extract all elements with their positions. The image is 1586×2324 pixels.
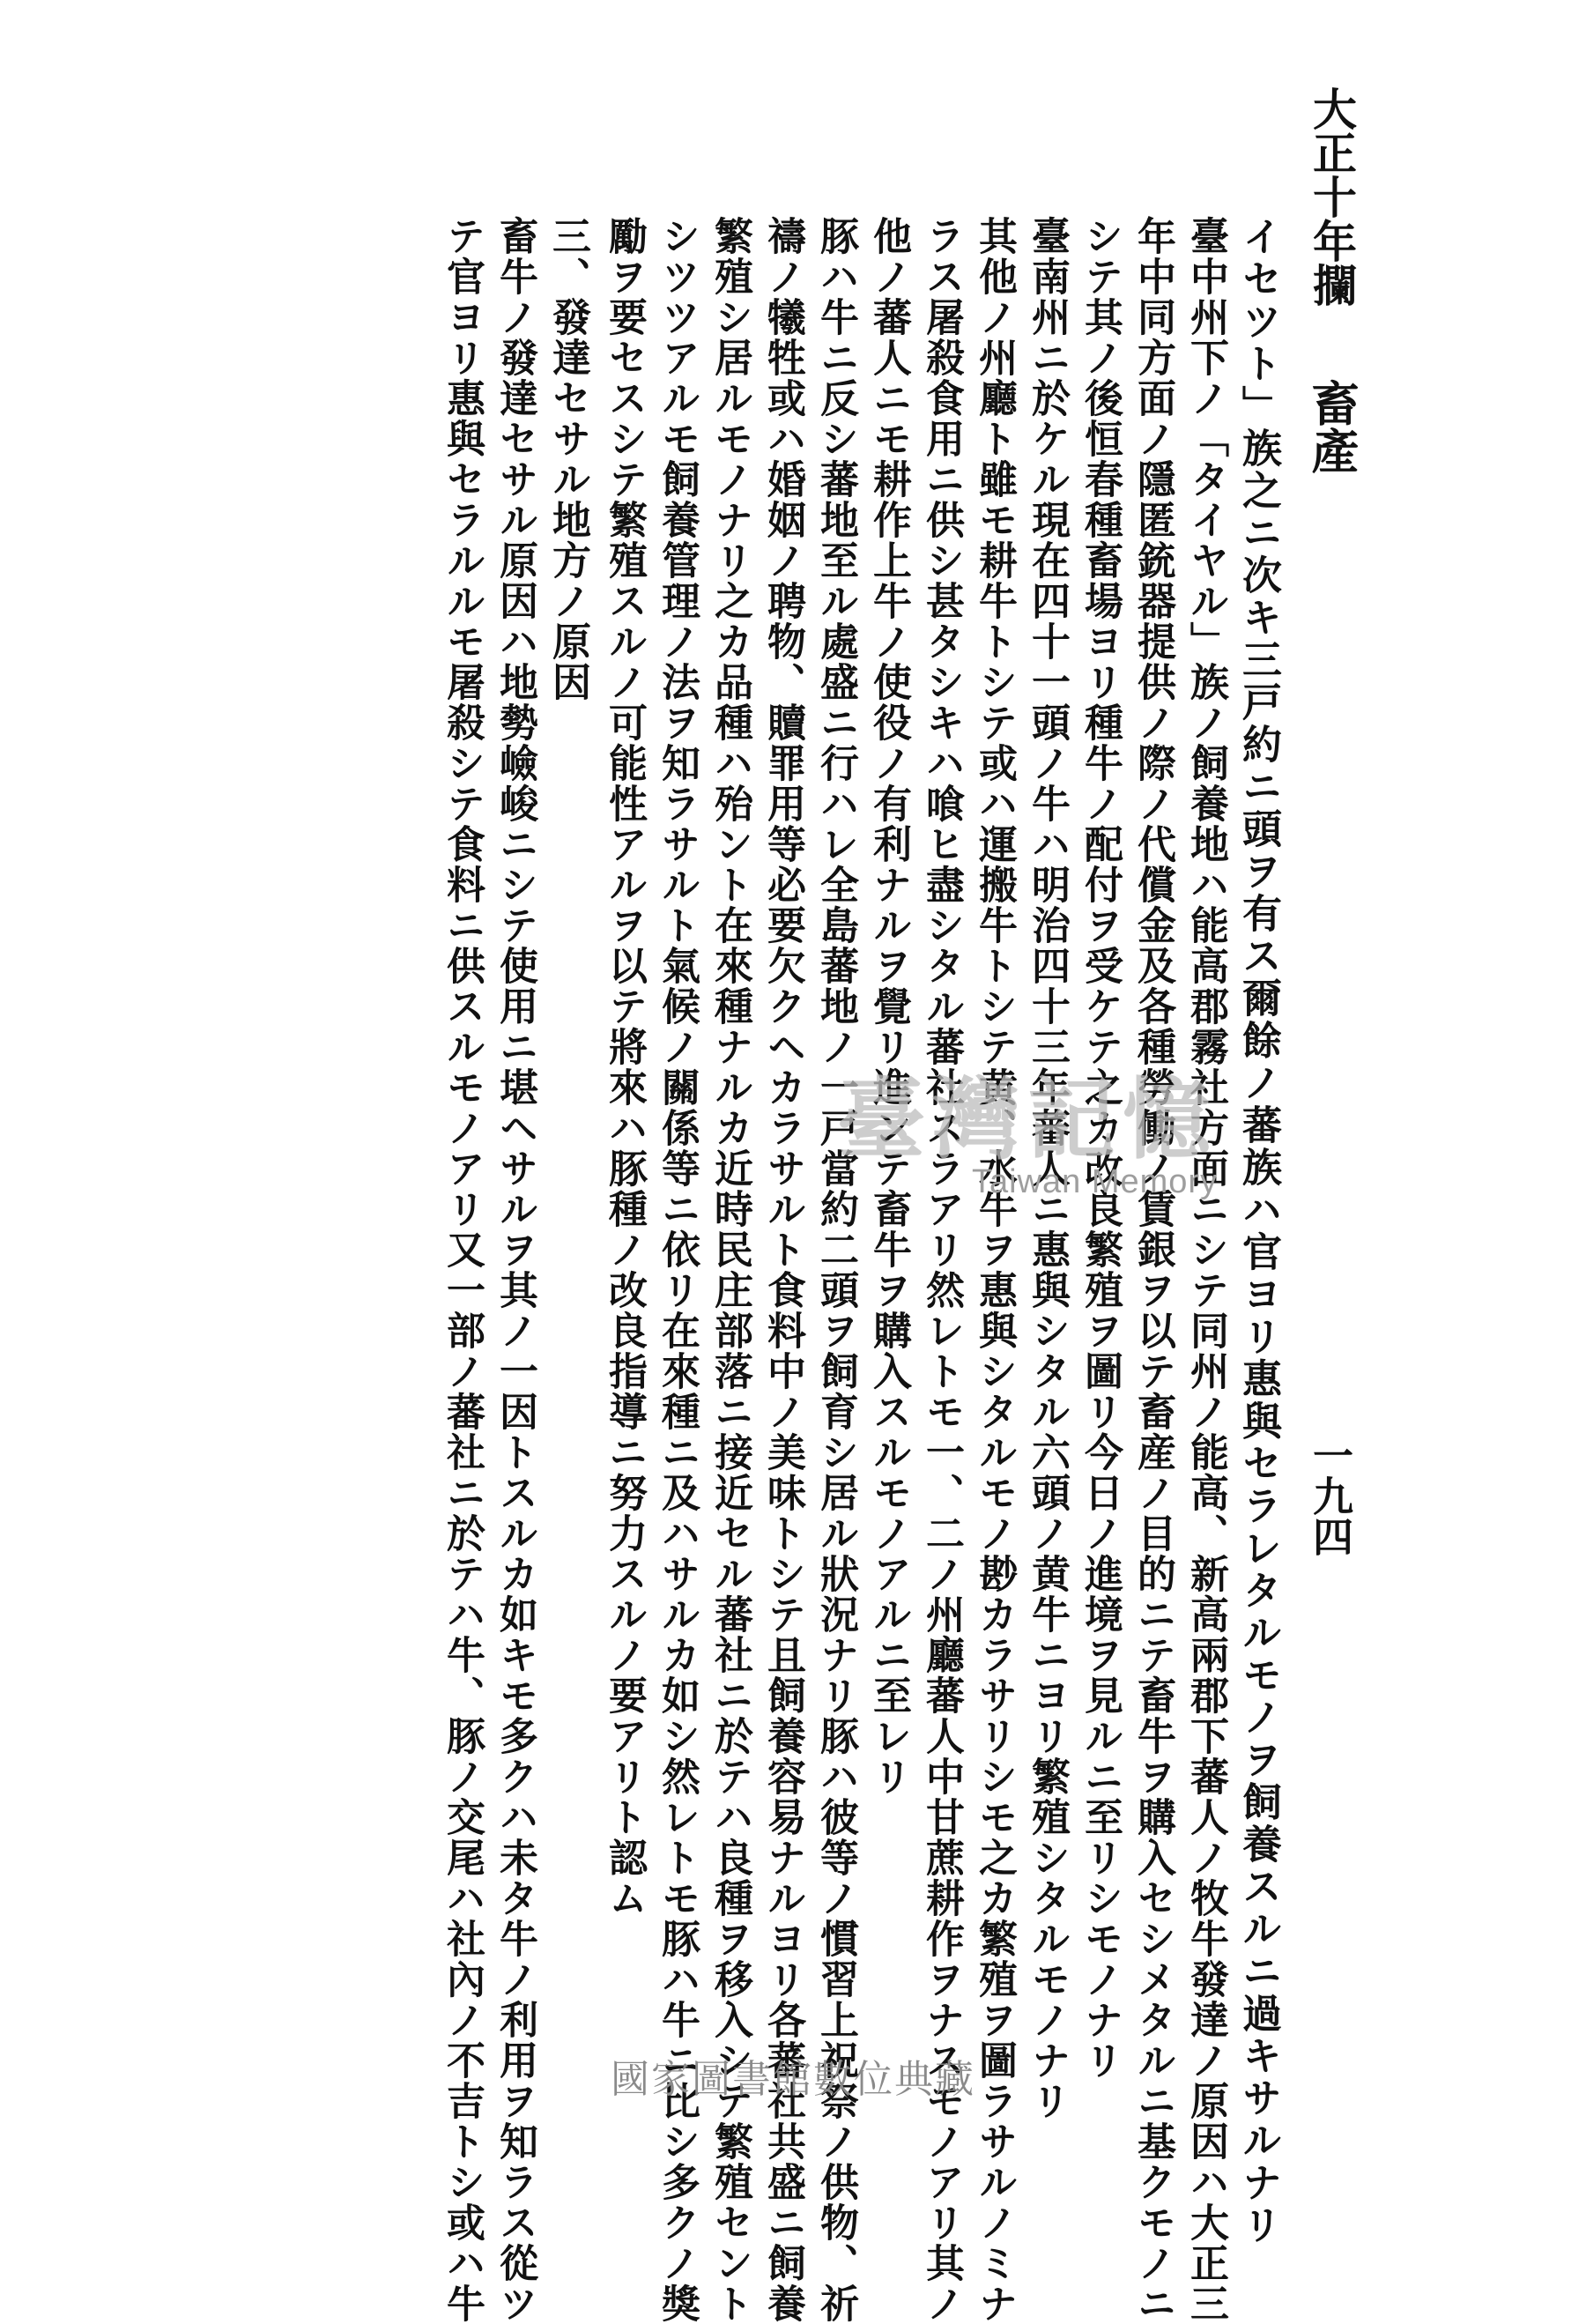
page-number-text: 一九四 (1307, 1435, 1354, 1556)
watermark-logo-text: 臺灣記憶 (837, 1067, 1218, 1171)
text-column-11: 繁殖シ居ルモノナリ之カ品種ハ殆ント在來種ナルカ近時民庄部落ニ接近セル蕃社ニ於テハ良種ヲ移入シテ繁殖セント (708, 216, 752, 2324)
text-column-1: イセツト」族之ニ次キ三戸約ニ頭ヲ有ス爾餘ノ蕃族ハ官ヨリ惠與セラレタルモノヲ飼養スルニ過キサルナリ (1235, 216, 1282, 2246)
header-stamp-text: 畜產 (1304, 379, 1360, 474)
text-column-8: 他ノ蕃人ニモ耕作上牛ノ使役ノ有利ナルヲ覺リ進ンテ畜牛ヲ購入スルモノアルニ至レリ (866, 216, 911, 1797)
text-column-14: 畜牛ノ發達セサル原因ハ地勢嶮峻ニシテ使用ニ堪ヘサルヲ其ノ一因トスルカ如キモ多クハ未タ牛ノ利用ヲ知ラス從ツ (493, 216, 537, 2324)
footer-text: 國家圖書館數位典藏 (611, 2057, 975, 2102)
text-column-15: テ官ヨリ惠與セラルルモ屠殺シテ食料ニ供スルモノアリ又一部ノ蕃社ニ於テハ牛、豚ノ交尾ハ社內ノ不吉トシ或ハ牛 (440, 216, 485, 2324)
section-heading: 三、發達セサル地方ノ原因 (545, 216, 590, 702)
text-column-12: シツツアルモ飼養管理ノ法ヲ知ラサルト氣候ノ關係等ニ依リ在來種ニ及ハサルカ如シ然レトモ豚ハ牛ニ比シ多クノ獎 (655, 216, 700, 2324)
text-column-4: シテ其ノ後恒春種畜場ヨリ種牛ノ配付ヲ受ケテ之カ改良繁殖ヲ圖リ今日ノ進境ヲ見ルニ至リシモノナリ (1078, 216, 1123, 2081)
header-title-text: 大正十年攔 (1306, 86, 1358, 307)
text-column-2: 臺中州下ノ「タイヤル」族ノ飼養地ハ能高郡霧社方面ニシテ同州ノ能高、新高兩郡下蕃人ノ牧牛發達ノ原因ハ大正三 (1183, 216, 1228, 2324)
text-column-6: 其他ノ州廳ト雖モ耕牛トシテ或ハ運搬牛トシテ黄、水牛ヲ惠與シタルモノ尠カラサリシモ之カ繁殖ヲ圖ラサルノミナ (972, 216, 1017, 2324)
text-column-5: 臺南州ニ於ケル現在四十一頭ノ牛ハ明治四十三年蕃人ニ惠與シタル六頭ノ黄牛ニヨリ繁殖シタルモノナリ (1025, 216, 1070, 2121)
text-column-10: 禱ノ犧牲或ハ婚姻ノ聘物、贖罪用等必要欠クヘカラサルト食料中ノ美味トシテ且飼養容易ナルヨリ各蕃社共盛ニ飼養 (760, 216, 805, 2324)
text-column-9: 豚ハ牛ニ反シ蕃地至ル處盛ニ行ハレ全島蕃地ノ一戸當約二頭ヲ飼育シ居ル狀況ナリ豚ハ彼等ノ慣習上祝祭ノ供物、祈 (813, 216, 858, 2324)
text-column-13: 勵ヲ要セスシテ繁殖スルノ可能性アルヲ以テ將來ハ豚種ノ改良指導ニ努力スルノ要アリト認ム (602, 216, 647, 1919)
watermark-subtitle: Taiwan Memory (972, 1163, 1219, 1200)
text-column-3: 年中同方面ノ隱匿銃器提供ノ際ノ代償金及各種勞働ノ賃銀ヲ以テ畜産ノ目的ニテ畜牛ヲ購入セシメタルニ基クモノニ (1130, 216, 1175, 2324)
text-column-7: ラス屠殺食用ニ供シ甚タシキハ喰ヒ盡シタル蕃社スラアリ然レトモ一、二ノ州廳蕃人中甘蔗耕作ヲナスモノアリ其ノ (919, 216, 964, 2324)
